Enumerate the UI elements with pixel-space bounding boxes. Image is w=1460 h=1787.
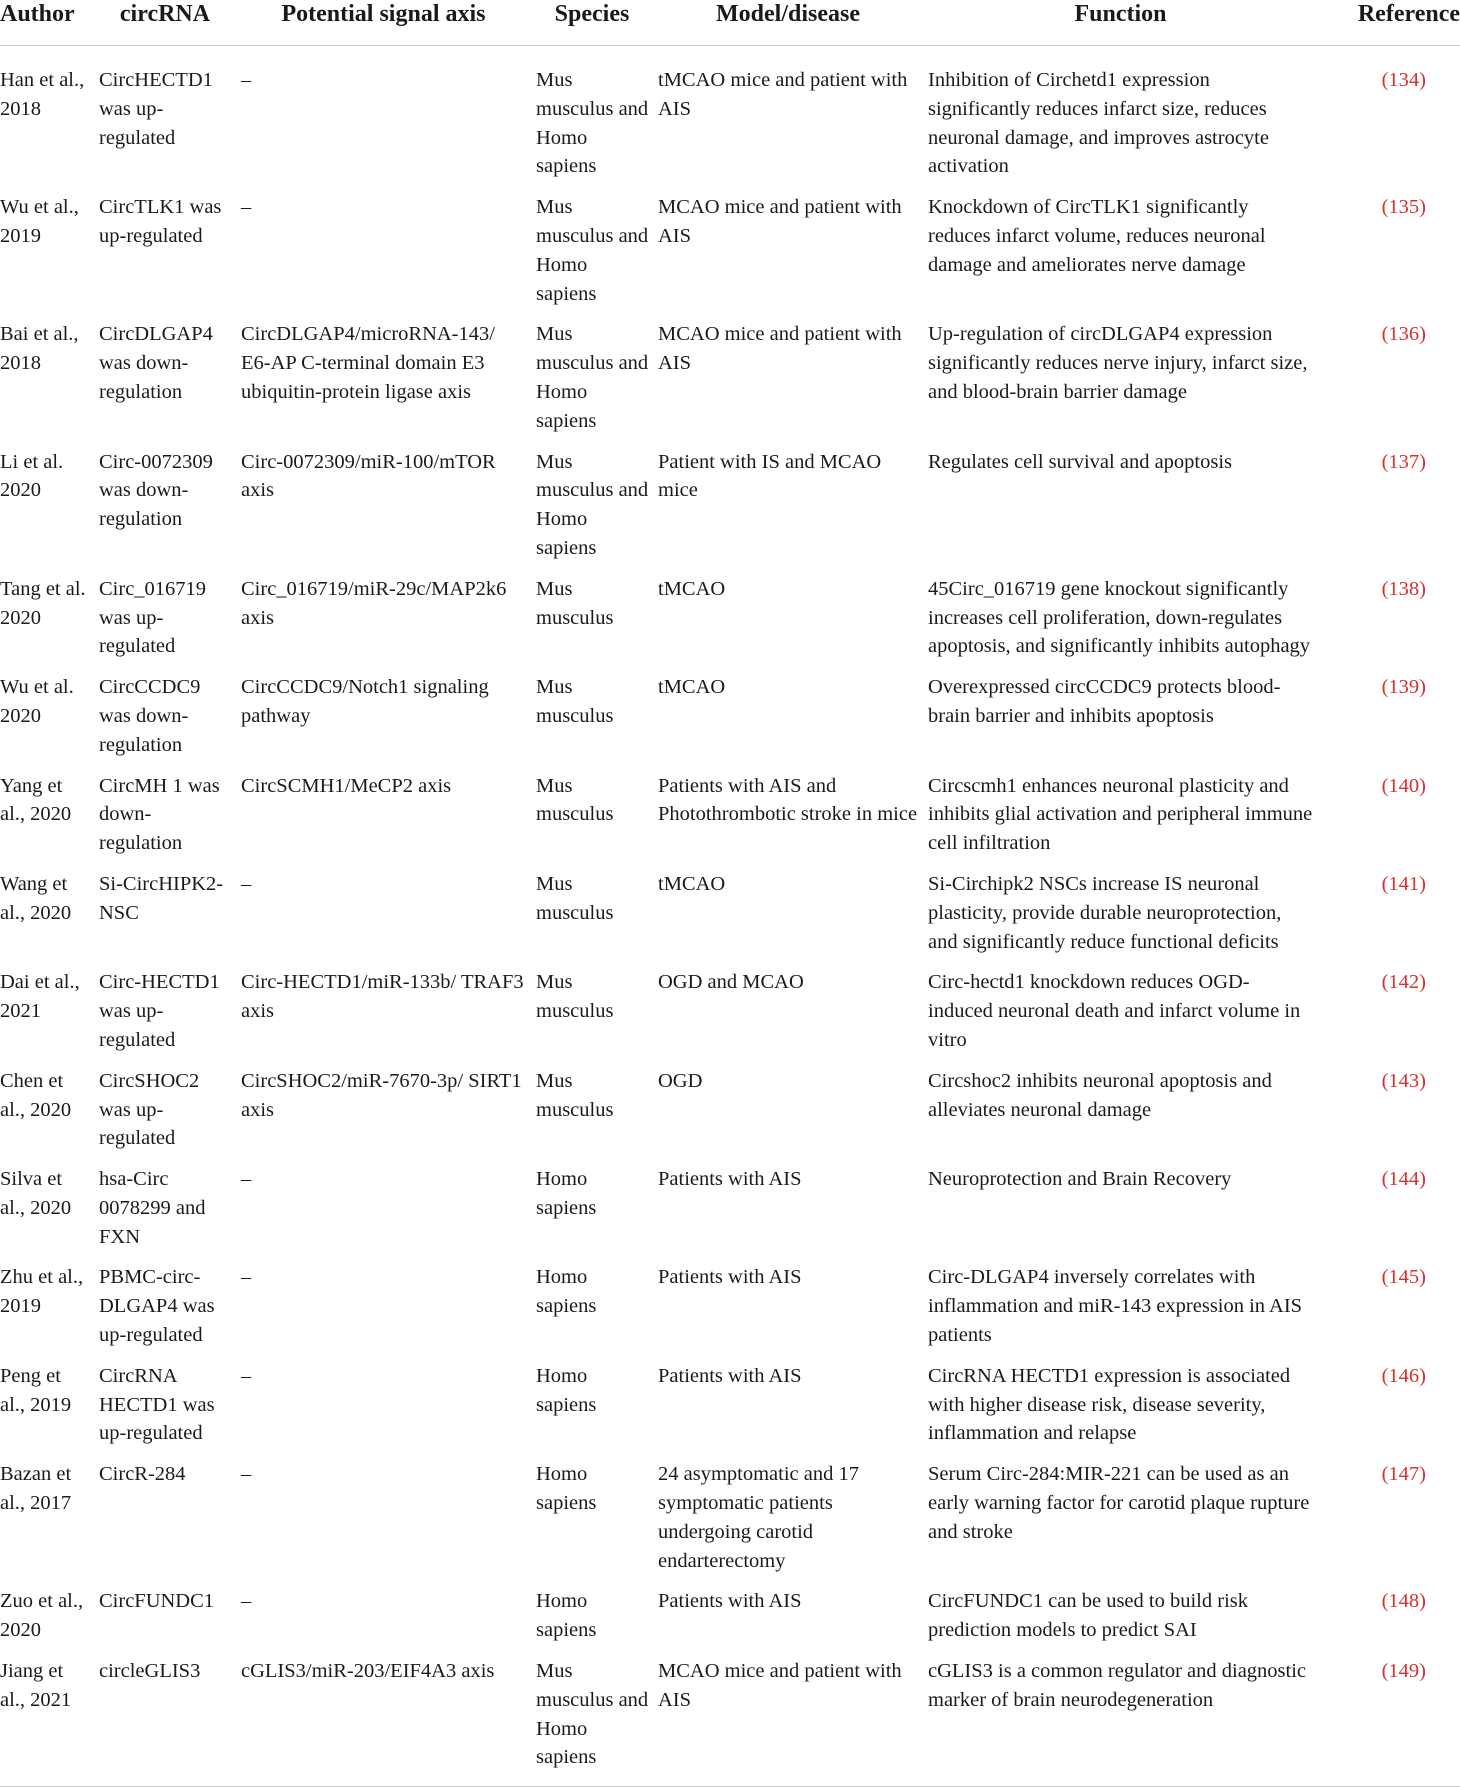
table-row	[0, 766, 1460, 864]
species-cell: Homo sapiens	[536, 1463, 597, 1515]
signal-axis-cell: CircDLGAP4/microRNA-143/ E6-AP C-terminal domain E3 ubiquitin-protein ligase axis	[241, 323, 495, 403]
signal-axis-cell: –	[241, 1463, 252, 1486]
signal-axis-cell: CircSHOC2/miR-7670-3p/ SIRT1 axis	[241, 1069, 522, 1121]
reference-link[interactable]: (141)	[1381, 872, 1426, 895]
circrna-cell: Circ_016719 was up-regulated	[99, 577, 207, 658]
signal-axis-cell: –	[241, 1590, 252, 1613]
reference-link[interactable]: (149)	[1318, 1651, 1460, 1787]
signal-axis-cell: cGLIS3/miR-203/EIF4A3 axis	[236, 1651, 531, 1787]
species-cell: Mus musculus	[536, 872, 614, 924]
header-circrna: circRNA	[94, 0, 236, 46]
reference-link[interactable]: (147)	[1381, 1463, 1426, 1486]
species-cell: Mus musculus and Homo sapiens	[536, 323, 649, 432]
table-row	[0, 667, 1460, 765]
reference-link[interactable]: (135)	[1381, 196, 1426, 219]
circrna-cell: CircSHOC2 was up-regulated	[99, 1069, 200, 1150]
table-row	[0, 442, 1460, 569]
model-disease-cell: Patients with AIS	[658, 1590, 802, 1613]
function-cell: Circscmh1 enhances neuronal plasticity and inhibits glial activation and peripheral immune cell infiltration	[928, 774, 1313, 855]
function-cell: Circshoc2 inhibits neuronal apoptosis and alleviates neuronal damage	[928, 1069, 1272, 1121]
function-cell: Circ-hectd1 knockdown reduces OGD-induced neuronal death and infarct volume in vitro	[928, 971, 1301, 1051]
function-cell: CircRNA HECTD1 expression is associated with higher disease risk, disease severity, inflammation and relapse	[928, 1364, 1291, 1445]
table-row	[0, 569, 1460, 667]
circrna-cell: Circ-0072309 was down-regulation	[99, 450, 213, 531]
circrna-cell: circleGLIS3	[94, 1651, 236, 1787]
signal-axis-cell: –	[241, 1364, 252, 1387]
author-cell: Wang et al., 2020	[0, 872, 72, 924]
table-row	[0, 1651, 1460, 1787]
table-row	[0, 1454, 1460, 1581]
model-disease-cell: Patient with IS and MCAO mice	[658, 450, 882, 502]
model-disease-cell: OGD	[658, 1069, 703, 1092]
signal-axis-cell: CircCCDC9/Notch1 signaling pathway	[241, 676, 489, 727]
function-cell: Circ-DLGAP4 inversely correlates with inflammation and miR-143 expression in AIS patients	[928, 1266, 1303, 1347]
table-row	[0, 1159, 1460, 1257]
circrna-cell: Si-CircHIPK2-NSC	[99, 872, 224, 924]
reference-link[interactable]: (145)	[1381, 1266, 1426, 1289]
model-disease-cell: Patients with AIS	[658, 1364, 802, 1387]
function-cell: cGLIS3 is a common regulator and diagnostic marker of brain neurodegeneration	[923, 1651, 1318, 1787]
circrna-cell: CircMH 1 was down-regulation	[99, 774, 220, 855]
header-reference: Reference	[1318, 0, 1460, 46]
circrna-cell: hsa-Circ 0078299 and FXN	[99, 1168, 206, 1248]
reference-link[interactable]: (146)	[1381, 1364, 1426, 1387]
table-row	[0, 1581, 1460, 1651]
author-cell: Zhu et al., 2019	[0, 1266, 84, 1318]
species-cell: Homo sapiens	[536, 1168, 597, 1219]
signal-axis-cell: –	[241, 69, 252, 91]
function-cell: 45Circ_016719 gene knockout significantly increases cell proliferation, down-regulates apoptosis, and significantly inhibits autophagy	[928, 577, 1311, 658]
species-cell: Mus musculus and Homo sapiens	[536, 69, 649, 178]
author-cell: Wu et al. 2020	[0, 676, 74, 727]
signal-axis-cell: –	[241, 196, 252, 219]
table-row	[0, 187, 1460, 314]
table-row	[0, 962, 1460, 1060]
model-disease-cell: tMCAO	[658, 577, 726, 600]
model-disease-cell: MCAO mice and patient with AIS	[658, 323, 902, 375]
author-cell: Bai et al., 2018	[0, 323, 79, 375]
function-cell: Overexpressed circCCDC9 protects blood-brain barrier and inhibits apoptosis	[928, 676, 1281, 727]
model-disease-cell: Patients with AIS	[658, 1266, 802, 1289]
reference-link[interactable]: (137)	[1381, 450, 1426, 473]
species-cell: Mus musculus and Homo sapiens	[536, 196, 649, 305]
circrna-cell: CircHECTD1 was up-regulated	[99, 69, 213, 149]
author-cell: Yang et al., 2020	[0, 774, 72, 826]
signal-axis-cell: –	[241, 1168, 252, 1191]
reference-link[interactable]: (144)	[1381, 1168, 1426, 1191]
header-model: Model/disease	[653, 0, 923, 46]
author-cell: Li et al. 2020	[0, 450, 64, 502]
signal-axis-cell: Circ-HECTD1/miR-133b/ TRAF3 axis	[241, 971, 524, 1023]
table-row	[0, 1061, 1460, 1159]
circrna-cell: CircCCDC9 was down-regulation	[99, 676, 201, 756]
function-cell: CircFUNDC1 can be used to build risk prediction models to predict SAI	[928, 1590, 1248, 1642]
reference-link[interactable]: (148)	[1381, 1590, 1426, 1613]
function-cell: Si-Circhipk2 NSCs increase IS neuronal plasticity, provide durable neuroprotection, and significantly reduce functional deficits	[928, 872, 1282, 953]
table-row	[0, 1356, 1460, 1454]
header-axis: Potential signal axis	[236, 0, 531, 46]
species-cell: Homo sapiens	[536, 1590, 597, 1642]
author-cell: Wu et al., 2019	[0, 196, 79, 247]
reference-link[interactable]: (142)	[1381, 971, 1426, 994]
function-cell: Up-regulation of circDLGAP4 expression significantly reduces nerve injury, infarct size, and blood-brain barrier damage	[928, 323, 1308, 403]
species-cell: Mus musculus and Homo sapiens	[531, 1651, 653, 1787]
table-header	[0, 0, 1460, 46]
author-cell: Jiang et al., 2021	[0, 1651, 94, 1787]
reference-link[interactable]: (134)	[1381, 69, 1426, 91]
signal-axis-cell: CircSCMH1/MeCP2 axis	[241, 774, 452, 797]
model-disease-cell: tMCAO mice and patient with AIS	[658, 69, 908, 120]
model-disease-cell: Patients with AIS	[658, 1168, 802, 1191]
table-row	[0, 314, 1460, 441]
signal-axis-cell: Circ_016719/miR-29c/MAP2k6 axis	[241, 577, 507, 629]
table-body	[0, 46, 1460, 1787]
signal-axis-cell: –	[241, 1266, 252, 1289]
species-cell: Homo sapiens	[536, 1266, 597, 1318]
header-author: Author	[0, 0, 94, 46]
model-disease-cell: 24 asymptomatic and 17 symptomatic patients undergoing carotid endarterectomy	[658, 1463, 859, 1572]
function-cell: Regulates cell survival and apoptosis	[928, 450, 1233, 473]
function-cell: Knockdown of CircTLK1 significantly reduces infarct volume, reduces neuronal damage and ameliorates nerve damage	[928, 196, 1266, 276]
species-cell: Mus musculus and Homo sapiens	[536, 450, 649, 559]
circrna-cell: CircTLK1 was up-regulated	[99, 196, 222, 247]
species-cell: Mus musculus	[536, 577, 614, 629]
circrna-cell: CircR-284	[99, 1463, 186, 1486]
author-cell: Silva et al., 2020	[0, 1168, 72, 1219]
species-cell: Homo sapiens	[536, 1364, 597, 1416]
model-disease-cell: MCAO mice and patient with AIS	[653, 1651, 923, 1787]
function-cell: Serum Circ-284:MIR-221 can be used as an early warning factor for carotid plaque rupture and stroke	[928, 1463, 1310, 1543]
table-row	[0, 864, 1460, 962]
author-cell: Dai et al., 2021	[0, 971, 80, 1023]
reference-link[interactable]: (136)	[1381, 323, 1426, 346]
circrna-cell: CircDLGAP4 was down-regulation	[99, 323, 213, 403]
species-cell: Mus musculus	[536, 1069, 614, 1121]
function-cell: Neuroprotection and Brain Recovery	[928, 1168, 1232, 1191]
reference-link[interactable]: (140)	[1381, 774, 1426, 797]
header-function: Function	[923, 0, 1318, 46]
reference-link[interactable]: (139)	[1381, 676, 1426, 699]
signal-axis-cell: –	[241, 872, 252, 895]
author-cell: Chen et al., 2020	[0, 1069, 72, 1121]
circrna-cell: CircFUNDC1	[99, 1590, 215, 1613]
function-cell: Inhibition of Circhetd1 expression significantly reduces infarct size, reduces neuronal damage, and improves astrocyte activation	[928, 69, 1269, 178]
author-cell: Tang et al. 2020	[0, 577, 86, 629]
author-cell: Zuo et al., 2020	[0, 1590, 84, 1642]
signal-axis-cell: Circ-0072309/miR-100/mTOR axis	[241, 450, 496, 502]
model-disease-cell: tMCAO	[658, 872, 726, 895]
species-cell: Mus musculus	[536, 676, 614, 727]
model-disease-cell: Patients with AIS and Photothrombotic stroke in mice	[658, 774, 918, 826]
circrna-cell: PBMC-circ-DLGAP4 was up-regulated	[99, 1266, 215, 1347]
table-row	[0, 1257, 1460, 1355]
author-cell: Peng et al., 2019	[0, 1364, 72, 1416]
model-disease-cell: OGD and MCAO	[658, 971, 804, 994]
circrna-cell: Circ-HECTD1 was up-regulated	[99, 971, 220, 1051]
author-cell: Han et al., 2018	[0, 69, 85, 120]
table-row	[0, 46, 1460, 188]
reference-link[interactable]: (138)	[1381, 577, 1426, 600]
model-disease-cell: MCAO mice and patient with AIS	[658, 196, 902, 247]
header-species: Species	[531, 0, 653, 46]
reference-link[interactable]: (143)	[1381, 1069, 1426, 1092]
model-disease-cell: tMCAO	[658, 676, 726, 699]
circrna-cell: CircRNA HECTD1 was up-regulated	[99, 1364, 215, 1445]
species-cell: Mus musculus	[536, 971, 614, 1023]
header-row	[0, 0, 1460, 46]
species-cell: Mus musculus	[536, 774, 614, 826]
author-cell: Bazan et al., 2017	[0, 1463, 72, 1515]
